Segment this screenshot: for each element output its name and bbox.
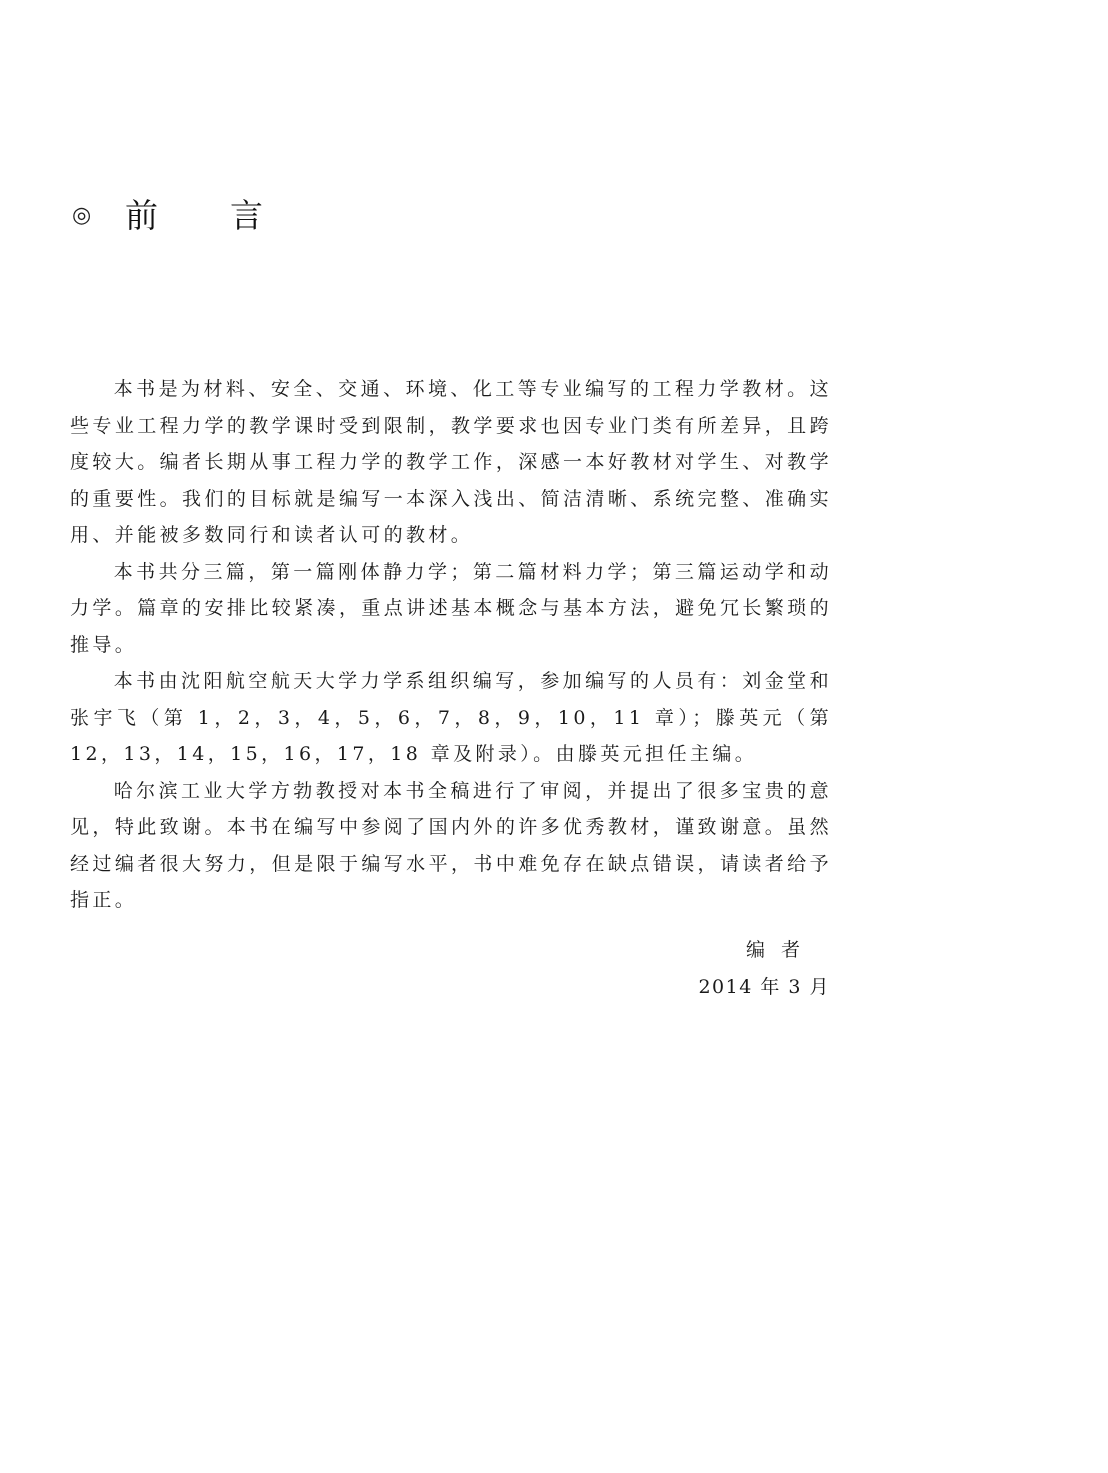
paragraph-authors: 本书由沈阳航空航天大学力学系组织编写，参加编写的人员有：刘金堂和张宇飞（第 1，2，3，4，5，6，7，8，9，10，11 章）；滕英元（第 12，13，14，15，16，17，18 章及附录）。由滕英元担任主编。 (70, 670, 832, 765)
double-circle-icon: ◎ (72, 203, 92, 228)
paragraph-acknowledgements: 哈尔滨工业大学方勃教授对本书全稿进行了审阅，并提出了很多宝贵的意见，特此致谢。本书在编写中参阅了国内外的许多优秀教材，谨致谢意。虽然经过编者很大努力，但是限于编写水平，书中难免存在缺点错误，请读者给予指正。 (70, 779, 832, 911)
signature-block (698, 932, 830, 1005)
signature-author: 编者 (745, 939, 816, 961)
page-title: 前言 (125, 196, 335, 235)
signature-date: 2014 年 3 月 (698, 975, 830, 998)
preface-body (70, 371, 832, 919)
chapter-heading (72, 192, 335, 240)
paragraph-purpose: 本书是为材料、安全、交通、环境、化工等专业编写的工程力学教材。这些专业工程力学的教学课时受到限制，教学要求也因专业门类有所差异，且跨度较大。编者长期从事工程力学的教学工作，深感一本好教材对学生、对教学的重要性。我们的目标就是编写一本深入浅出、简洁清晰、系统完整、准确实用、并能被多数同行和读者认可的教材。 (70, 378, 832, 546)
paragraph-structure: 本书共分三篇，第一篇刚体静力学；第二篇材料力学；第三篇运动学和动力学。篇章的安排比较紧凑，重点讲述基本概念与基本方法，避免冗长繁琐的推导。 (70, 560, 832, 656)
